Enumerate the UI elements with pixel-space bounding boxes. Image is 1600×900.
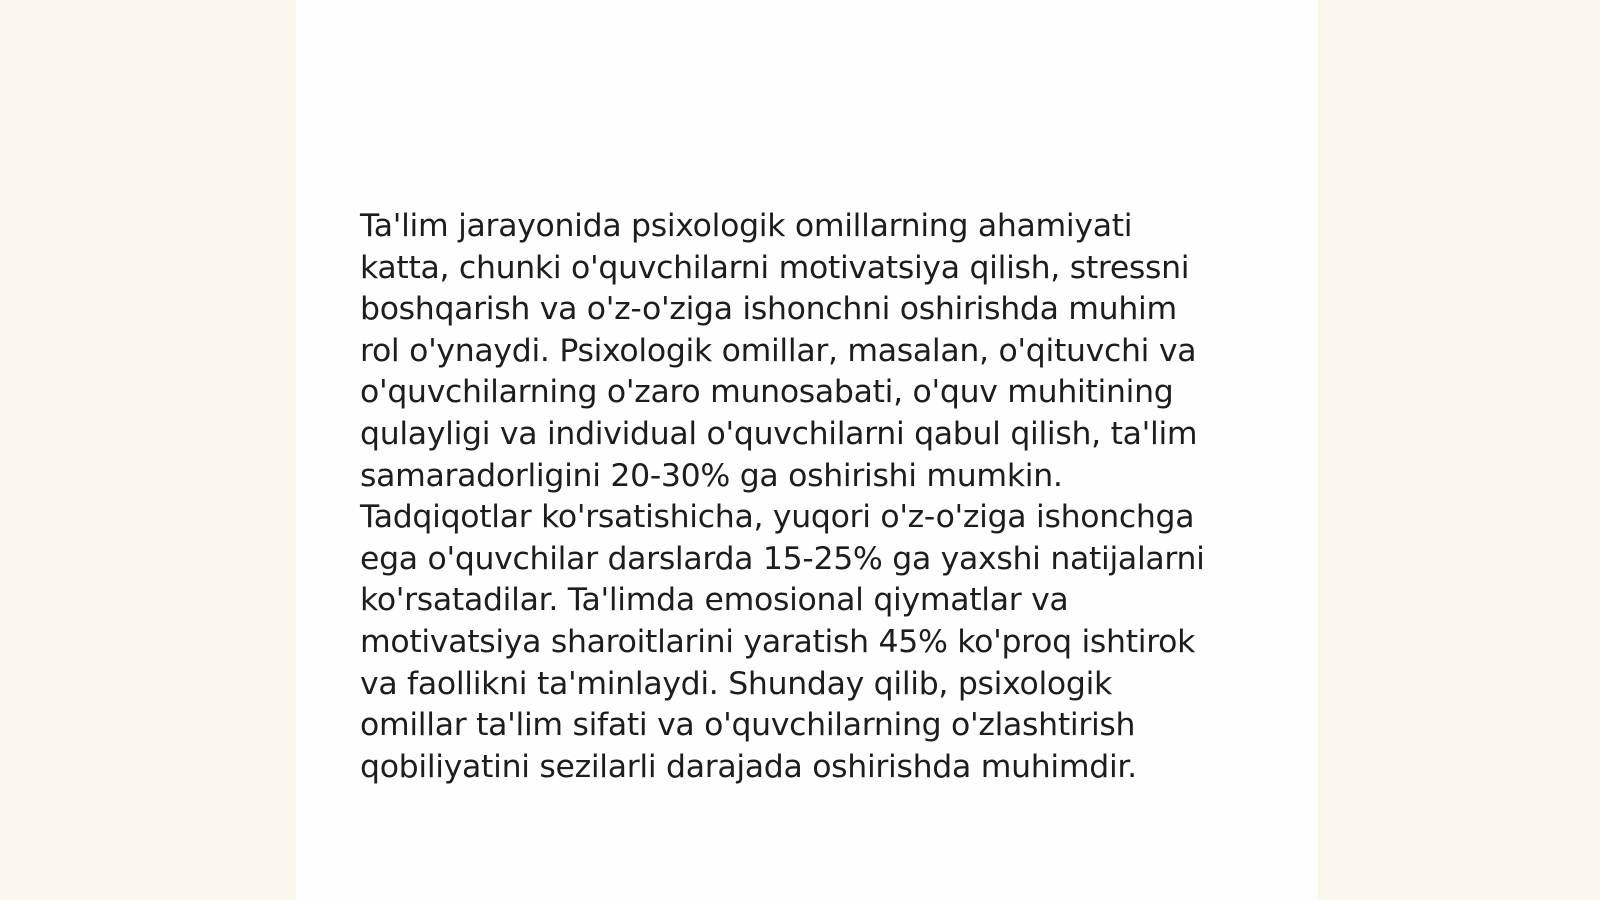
body-line: Ta'lim jarayonida psixologik omillarning ahamiyati [360, 208, 1133, 244]
slide [296, 0, 1318, 900]
body-line: ko'rsatadilar. Ta'limda emosional qiymatlar va [360, 582, 1069, 619]
body-line: rol o'ynaydi. Psixologik omillar, masalan, o'qituvchi va [360, 332, 1197, 369]
body-line: o'quvchilarning o'zaro munosabati, o'quv muhitining [360, 374, 1174, 411]
body-line: Tadqiqotlar ko'rsatishicha, yuqori o'z-o'ziga ishonchga [360, 499, 1195, 536]
body-line: ega o'quvchilar darslarda 15-25% ga yaxshi natijalarni [360, 540, 1205, 577]
body-line: samaradorligini 20-30% ga oshirishi mumkin. [360, 457, 1063, 494]
body-line: omillar ta'lim sifati va o'quvchilarning o'zlashtirish [360, 707, 1136, 744]
slide-body-text [360, 206, 1260, 788]
body-line: motivatsiya sharoitlarini yaratish 45% ko'proq ishtirok [360, 623, 1196, 660]
body-line: katta, chunki o'quvchilarni motivatsiya qilish, stressni [360, 249, 1190, 286]
body-line: qulayligi va individual o'quvchilarni qabul qilish, ta'lim [360, 415, 1198, 452]
body-line: boshqarish va o'z-o'ziga ishonchni oshirishda muhim [360, 291, 1177, 328]
body-line: va faollikni ta'minlaydi. Shunday qilib, psixologik [360, 665, 1112, 702]
body-line: qobiliyatini sezilarli darajada oshirishda muhimdir. [360, 748, 1137, 785]
